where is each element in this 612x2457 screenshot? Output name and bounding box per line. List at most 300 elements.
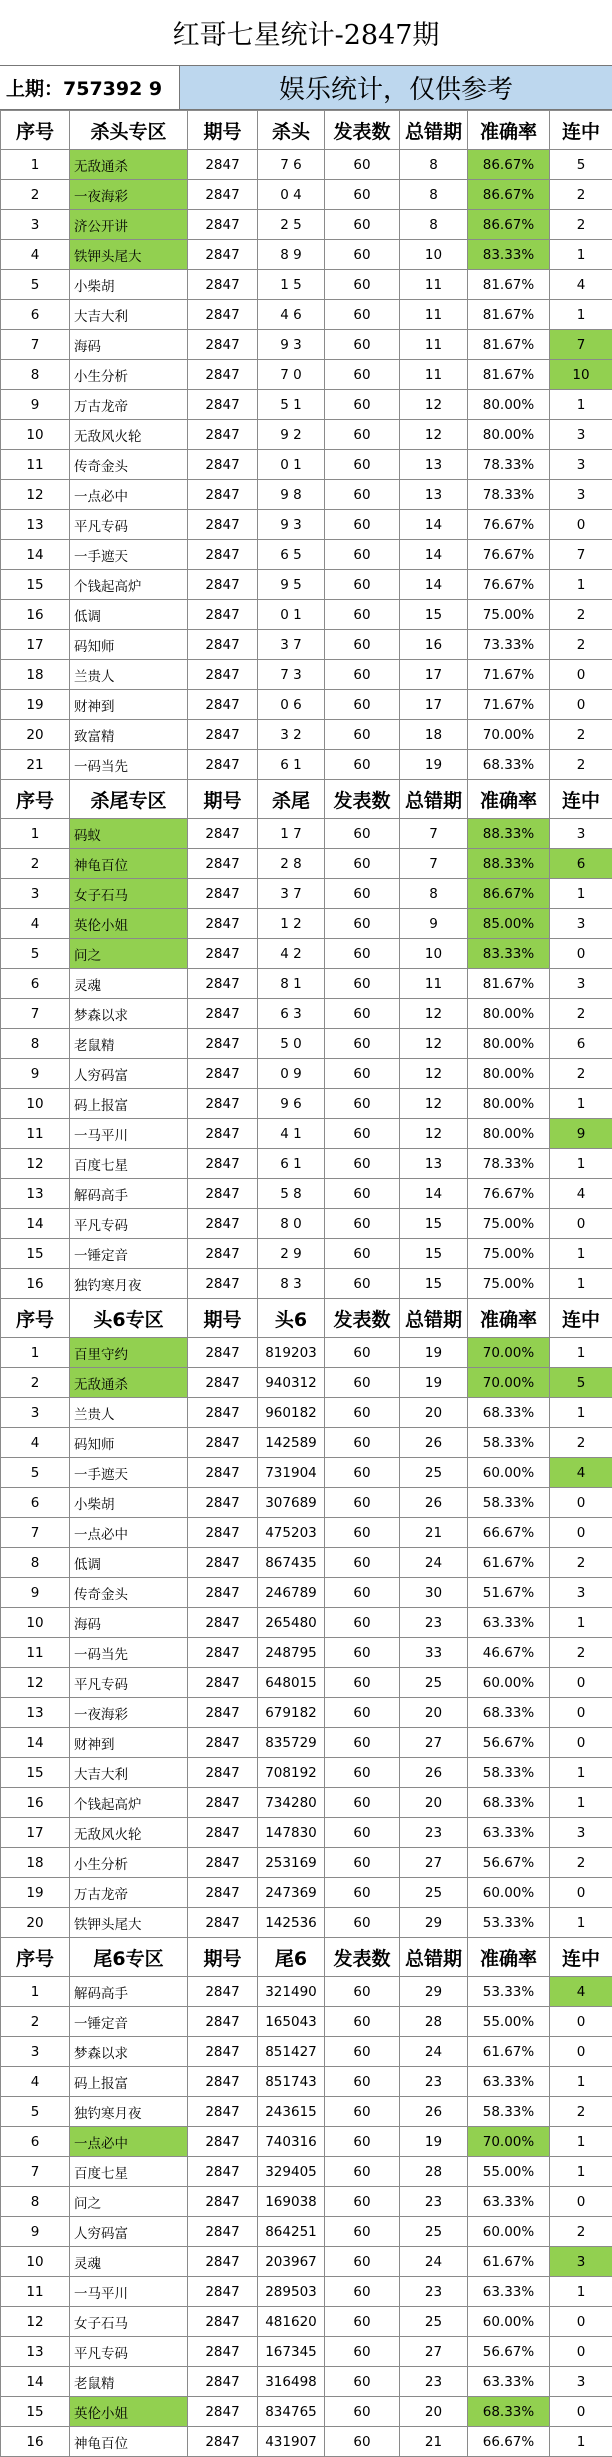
pick-value: 1 7	[258, 819, 325, 849]
accuracy: 68.33%	[468, 2397, 550, 2427]
issue-number: 2847	[188, 750, 258, 780]
predictor-name: 英伦小姐	[70, 2397, 188, 2427]
error-count: 15	[400, 1269, 468, 1299]
pick-value: 142589	[258, 1428, 325, 1458]
published-count: 60	[325, 150, 400, 180]
pick-value: 0 4	[258, 180, 325, 210]
section-header-row	[1, 780, 612, 819]
row-number: 2	[1, 180, 70, 210]
accuracy: 60.00%	[468, 1458, 550, 1488]
error-count: 27	[400, 2337, 468, 2367]
accuracy: 60.00%	[468, 1668, 550, 1698]
row-number: 14	[1, 1728, 70, 1758]
error-count: 10	[400, 240, 468, 270]
issue-number: 2847	[188, 1179, 258, 1209]
accuracy: 55.00%	[468, 2157, 550, 2187]
issue-number: 2847	[188, 969, 258, 999]
column-header: 准确率	[468, 111, 550, 150]
column-header: 期号	[188, 1299, 258, 1338]
published-count: 60	[325, 939, 400, 969]
pick-value: 740316	[258, 2127, 325, 2157]
error-count: 19	[400, 750, 468, 780]
issue-number: 2847	[188, 660, 258, 690]
streak: 0	[550, 2307, 612, 2337]
published-count: 60	[325, 1698, 400, 1728]
predictor-name: 百里守约	[70, 1338, 188, 1368]
issue-number: 2847	[188, 1788, 258, 1818]
error-count: 10	[400, 939, 468, 969]
column-header: 期号	[188, 1938, 258, 1977]
published-count: 60	[325, 510, 400, 540]
row-number: 16	[1, 1788, 70, 1818]
streak: 5	[550, 150, 612, 180]
row-number: 6	[1, 300, 70, 330]
predictor-name: 平凡专码	[70, 510, 188, 540]
page-title: 红哥七星统计-2847期	[0, 0, 612, 66]
issue-number: 2847	[188, 300, 258, 330]
predictor-name: 神龟百位	[70, 849, 188, 879]
pick-value: 4 1	[258, 1119, 325, 1149]
predictor-name: 个钱起高炉	[70, 1788, 188, 1818]
table-row	[1, 2277, 612, 2307]
table-row	[1, 300, 612, 330]
table-row	[1, 210, 612, 240]
table-row	[1, 849, 612, 879]
row-number: 12	[1, 2307, 70, 2337]
published-count: 60	[325, 450, 400, 480]
predictor-name: 女子石马	[70, 879, 188, 909]
predictor-name: 灵魂	[70, 969, 188, 999]
accuracy: 80.00%	[468, 1059, 550, 1089]
error-count: 12	[400, 1119, 468, 1149]
row-number: 1	[1, 1338, 70, 1368]
column-header: 序号	[1, 111, 70, 150]
issue-number: 2847	[188, 1239, 258, 1269]
predictor-name: 兰贵人	[70, 660, 188, 690]
issue-number: 2847	[188, 1488, 258, 1518]
column-header: 序号	[1, 1299, 70, 1338]
pick-value: 3 2	[258, 720, 325, 750]
issue-number: 2847	[188, 2067, 258, 2097]
error-count: 9	[400, 909, 468, 939]
table-row	[1, 390, 612, 420]
streak: 2	[550, 1638, 612, 1668]
row-number: 15	[1, 1239, 70, 1269]
streak: 2	[550, 1848, 612, 1878]
row-number: 7	[1, 330, 70, 360]
streak: 1	[550, 2427, 612, 2457]
issue-number: 2847	[188, 2157, 258, 2187]
published-count: 60	[325, 2247, 400, 2277]
error-count: 33	[400, 1638, 468, 1668]
pick-value: 0 1	[258, 600, 325, 630]
issue-number: 2847	[188, 2307, 258, 2337]
error-count: 19	[400, 1338, 468, 1368]
accuracy: 76.67%	[468, 510, 550, 540]
table-row	[1, 909, 612, 939]
accuracy: 58.33%	[468, 2097, 550, 2127]
row-number: 4	[1, 2067, 70, 2097]
accuracy: 80.00%	[468, 999, 550, 1029]
issue-number: 2847	[188, 819, 258, 849]
error-count: 13	[400, 1149, 468, 1179]
issue-number: 2847	[188, 2247, 258, 2277]
table-row	[1, 510, 612, 540]
table-row	[1, 2367, 612, 2397]
predictor-name: 一点必中	[70, 1518, 188, 1548]
accuracy: 63.33%	[468, 2067, 550, 2097]
published-count: 60	[325, 300, 400, 330]
row-number: 20	[1, 1908, 70, 1938]
row-number: 12	[1, 1668, 70, 1698]
row-number: 11	[1, 1638, 70, 1668]
error-count: 12	[400, 999, 468, 1029]
error-count: 29	[400, 1908, 468, 1938]
table-row	[1, 2127, 612, 2157]
issue-number: 2847	[188, 1428, 258, 1458]
issue-number: 2847	[188, 270, 258, 300]
issue-number: 2847	[188, 2097, 258, 2127]
table-row	[1, 1728, 612, 1758]
table-row	[1, 420, 612, 450]
streak: 0	[550, 1209, 612, 1239]
table-row	[1, 2217, 612, 2247]
streak: 0	[550, 1878, 612, 1908]
accuracy: 60.00%	[468, 1878, 550, 1908]
table-row	[1, 600, 612, 630]
accuracy: 53.33%	[468, 1977, 550, 2007]
predictor-name: 梦森以求	[70, 2037, 188, 2067]
issue-number: 2847	[188, 2127, 258, 2157]
published-count: 60	[325, 1398, 400, 1428]
error-count: 8	[400, 180, 468, 210]
streak: 3	[550, 2247, 612, 2277]
predictor-name: 平凡专码	[70, 2337, 188, 2367]
predictor-name: 一点必中	[70, 2127, 188, 2157]
predictor-name: 问之	[70, 2187, 188, 2217]
streak: 4	[550, 1179, 612, 1209]
predictor-name: 一锤定音	[70, 1239, 188, 1269]
accuracy: 66.67%	[468, 2427, 550, 2457]
predictor-name: 解码高手	[70, 1179, 188, 1209]
predictor-name: 老鼠精	[70, 2367, 188, 2397]
published-count: 60	[325, 1428, 400, 1458]
streak: 0	[550, 939, 612, 969]
published-count: 60	[325, 210, 400, 240]
accuracy: 60.00%	[468, 2307, 550, 2337]
issue-number: 2847	[188, 939, 258, 969]
error-count: 13	[400, 450, 468, 480]
table-row	[1, 2307, 612, 2337]
predictor-name: 无敌风火轮	[70, 1818, 188, 1848]
accuracy: 76.67%	[468, 570, 550, 600]
table-row	[1, 1209, 612, 1239]
row-number: 21	[1, 750, 70, 780]
table-row	[1, 1698, 612, 1728]
error-count: 24	[400, 2247, 468, 2277]
issue-number: 2847	[188, 1908, 258, 1938]
predictor-name: 财神到	[70, 1728, 188, 1758]
row-number: 8	[1, 2187, 70, 2217]
predictor-name: 无敌风火轮	[70, 420, 188, 450]
error-count: 8	[400, 150, 468, 180]
published-count: 60	[325, 540, 400, 570]
column-header: 头6	[258, 1299, 325, 1338]
pick-value: 8 1	[258, 969, 325, 999]
row-number: 17	[1, 630, 70, 660]
table-row	[1, 450, 612, 480]
issue-number: 2847	[188, 720, 258, 750]
error-count: 16	[400, 630, 468, 660]
pick-value: 9 6	[258, 1089, 325, 1119]
issue-number: 2847	[188, 360, 258, 390]
column-header: 连中	[550, 111, 612, 150]
issue-number: 2847	[188, 2367, 258, 2397]
predictor-name: 平凡专码	[70, 1668, 188, 1698]
pick-value: 8 3	[258, 1269, 325, 1299]
predictor-name: 神龟百位	[70, 2427, 188, 2457]
row-number: 17	[1, 1818, 70, 1848]
pick-value: 3 7	[258, 879, 325, 909]
pick-value: 5 1	[258, 390, 325, 420]
pick-value: 648015	[258, 1668, 325, 1698]
pick-value: 835729	[258, 1728, 325, 1758]
published-count: 60	[325, 849, 400, 879]
error-count: 26	[400, 1488, 468, 1518]
subheader	[0, 66, 612, 110]
streak: 4	[550, 270, 612, 300]
streak: 3	[550, 480, 612, 510]
published-count: 60	[325, 1029, 400, 1059]
row-number: 5	[1, 2097, 70, 2127]
error-count: 21	[400, 2427, 468, 2457]
accuracy: 80.00%	[468, 1119, 550, 1149]
pick-value: 431907	[258, 2427, 325, 2457]
table-row	[1, 1179, 612, 1209]
predictor-name: 兰贵人	[70, 1398, 188, 1428]
table-row	[1, 819, 612, 849]
streak: 2	[550, 2097, 612, 2127]
issue-number: 2847	[188, 540, 258, 570]
error-count: 25	[400, 2217, 468, 2247]
pick-value: 867435	[258, 1548, 325, 1578]
error-count: 23	[400, 1818, 468, 1848]
pick-value: 165043	[258, 2007, 325, 2037]
row-number: 1	[1, 1977, 70, 2007]
pick-value: 243615	[258, 2097, 325, 2127]
table-row	[1, 2037, 612, 2067]
published-count: 60	[325, 2007, 400, 2037]
accuracy: 70.00%	[468, 1338, 550, 1368]
table-row	[1, 630, 612, 660]
pick-value: 8 9	[258, 240, 325, 270]
pick-value: 265480	[258, 1608, 325, 1638]
row-number: 8	[1, 1029, 70, 1059]
streak: 9	[550, 1119, 612, 1149]
table-row	[1, 180, 612, 210]
error-count: 25	[400, 1878, 468, 1908]
table-row	[1, 1977, 612, 2007]
table-row	[1, 1518, 612, 1548]
predictor-name: 一夜海彩	[70, 180, 188, 210]
table-row	[1, 1368, 612, 1398]
streak: 1	[550, 1608, 612, 1638]
row-number: 5	[1, 1458, 70, 1488]
published-count: 60	[325, 969, 400, 999]
pick-value: 8 0	[258, 1209, 325, 1239]
row-number: 3	[1, 1398, 70, 1428]
published-count: 60	[325, 2337, 400, 2367]
streak: 1	[550, 1758, 612, 1788]
published-count: 60	[325, 750, 400, 780]
error-count: 19	[400, 2127, 468, 2157]
streak: 1	[550, 1149, 612, 1179]
streak: 0	[550, 2397, 612, 2427]
published-count: 60	[325, 1758, 400, 1788]
streak: 1	[550, 300, 612, 330]
published-count: 60	[325, 1848, 400, 1878]
streak: 0	[550, 2187, 612, 2217]
row-number: 1	[1, 819, 70, 849]
streak: 2	[550, 600, 612, 630]
column-header: 连中	[550, 1299, 612, 1338]
predictor-name: 人穷码富	[70, 2217, 188, 2247]
issue-number: 2847	[188, 1059, 258, 1089]
streak: 1	[550, 390, 612, 420]
streak: 1	[550, 2067, 612, 2097]
row-number: 13	[1, 510, 70, 540]
error-count: 23	[400, 1608, 468, 1638]
accuracy: 81.67%	[468, 969, 550, 999]
column-header: 发表数	[325, 111, 400, 150]
predictor-name: 一手遮天	[70, 540, 188, 570]
streak: 0	[550, 1728, 612, 1758]
streak: 2	[550, 750, 612, 780]
error-count: 14	[400, 1179, 468, 1209]
issue-number: 2847	[188, 150, 258, 180]
issue-number: 2847	[188, 2277, 258, 2307]
error-count: 21	[400, 1518, 468, 1548]
predictor-name: 无敌通杀	[70, 150, 188, 180]
pick-value: 6 3	[258, 999, 325, 1029]
column-header: 期号	[188, 111, 258, 150]
streak: 2	[550, 1428, 612, 1458]
row-number: 7	[1, 1518, 70, 1548]
predictor-name: 一马平川	[70, 2277, 188, 2307]
row-number: 4	[1, 240, 70, 270]
error-count: 26	[400, 1758, 468, 1788]
accuracy: 75.00%	[468, 600, 550, 630]
published-count: 60	[325, 1458, 400, 1488]
issue-number: 2847	[188, 450, 258, 480]
streak: 1	[550, 879, 612, 909]
streak: 4	[550, 1458, 612, 1488]
table-row	[1, 2337, 612, 2367]
streak: 1	[550, 1269, 612, 1299]
error-count: 24	[400, 1548, 468, 1578]
issue-number: 2847	[188, 630, 258, 660]
published-count: 60	[325, 1149, 400, 1179]
predictor-name: 万古龙帝	[70, 390, 188, 420]
column-header: 发表数	[325, 780, 400, 819]
error-count: 7	[400, 849, 468, 879]
table-row	[1, 1608, 612, 1638]
table-row	[1, 1878, 612, 1908]
published-count: 60	[325, 660, 400, 690]
error-count: 12	[400, 420, 468, 450]
streak: 1	[550, 240, 612, 270]
error-count: 17	[400, 660, 468, 690]
issue-number: 2847	[188, 2217, 258, 2247]
row-number: 11	[1, 450, 70, 480]
issue-number: 2847	[188, 1578, 258, 1608]
pick-value: 2 8	[258, 849, 325, 879]
streak: 3	[550, 2367, 612, 2397]
published-count: 60	[325, 2277, 400, 2307]
published-count: 60	[325, 1788, 400, 1818]
issue-number: 2847	[188, 1848, 258, 1878]
streak: 1	[550, 1089, 612, 1119]
streak: 1	[550, 2127, 612, 2157]
accuracy: 63.33%	[468, 2187, 550, 2217]
column-header: 杀头	[258, 111, 325, 150]
published-count: 60	[325, 2427, 400, 2457]
pick-value: 679182	[258, 1698, 325, 1728]
issue-number: 2847	[188, 600, 258, 630]
accuracy: 78.33%	[468, 480, 550, 510]
stats-table-body	[1, 111, 612, 2457]
accuracy: 58.33%	[468, 1488, 550, 1518]
issue-number: 2847	[188, 879, 258, 909]
published-count: 60	[325, 1368, 400, 1398]
error-count: 11	[400, 969, 468, 999]
pick-value: 9 8	[258, 480, 325, 510]
error-count: 17	[400, 690, 468, 720]
accuracy: 80.00%	[468, 1029, 550, 1059]
error-count: 25	[400, 2307, 468, 2337]
published-count: 60	[325, 2397, 400, 2427]
column-header: 总错期	[400, 111, 468, 150]
pick-value: 4 2	[258, 939, 325, 969]
issue-number: 2847	[188, 2397, 258, 2427]
predictor-name: 个钱起高炉	[70, 570, 188, 600]
streak: 2	[550, 2217, 612, 2247]
published-count: 60	[325, 1578, 400, 1608]
issue-number: 2847	[188, 2337, 258, 2367]
issue-number: 2847	[188, 1548, 258, 1578]
published-count: 60	[325, 1488, 400, 1518]
predictor-name: 独钓寒月夜	[70, 2097, 188, 2127]
issue-number: 2847	[188, 510, 258, 540]
pick-value: 819203	[258, 1338, 325, 1368]
pick-value: 4 6	[258, 300, 325, 330]
error-count: 30	[400, 1578, 468, 1608]
table-row	[1, 2187, 612, 2217]
pick-value: 0 9	[258, 1059, 325, 1089]
row-number: 4	[1, 909, 70, 939]
table-row	[1, 969, 612, 999]
predictor-name: 济公开讲	[70, 210, 188, 240]
streak: 0	[550, 690, 612, 720]
row-number: 15	[1, 2397, 70, 2427]
table-row	[1, 2097, 612, 2127]
issue-number: 2847	[188, 330, 258, 360]
error-count: 25	[400, 1458, 468, 1488]
accuracy: 76.67%	[468, 1179, 550, 1209]
published-count: 60	[325, 1668, 400, 1698]
pick-value: 6 1	[258, 750, 325, 780]
pick-value: 9 2	[258, 420, 325, 450]
